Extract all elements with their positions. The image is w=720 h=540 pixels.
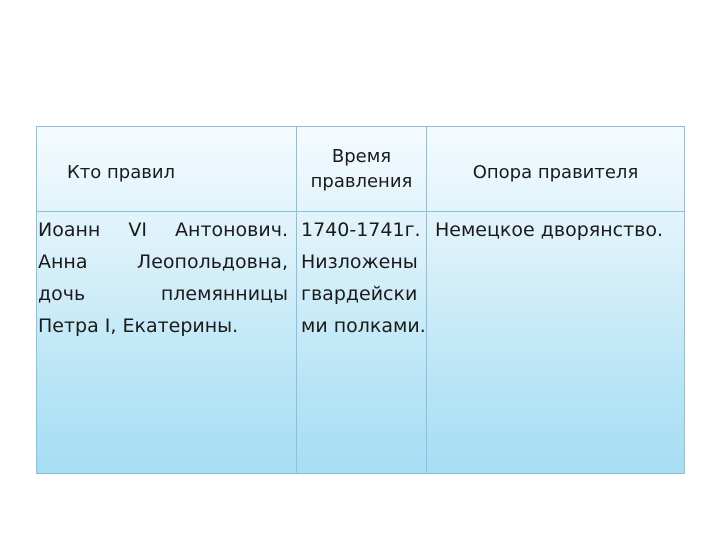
ruler-line-4: Петра I, Екатерины. — [38, 315, 239, 337]
ruler-line-1: Иоанн VI Антонович. — [38, 219, 288, 241]
header-time-line-2: правления — [310, 171, 413, 192]
time-line-1: 1740-1741г. — [301, 219, 421, 241]
header-time-line-1: Время — [331, 146, 392, 167]
cell-support — [427, 212, 685, 474]
time-line-3: гвардейски — [301, 283, 418, 305]
header-support: Опора правителя — [427, 127, 685, 212]
time-line-4: ми полками. — [301, 315, 426, 337]
header-ruler: Кто правил — [37, 127, 297, 212]
time-line-2: Низложены — [301, 251, 418, 273]
cell-ruler — [37, 212, 297, 474]
header-time — [297, 127, 427, 212]
ruler-line-2: Анна Леопольдовна, — [38, 251, 288, 273]
cell-time — [297, 212, 427, 474]
ruler-line-3: дочь племянницы — [38, 283, 288, 305]
support-text: Немецкое дворянство. — [435, 219, 664, 241]
history-table — [36, 126, 685, 474]
header-row — [37, 127, 685, 212]
table-row — [37, 212, 685, 474]
